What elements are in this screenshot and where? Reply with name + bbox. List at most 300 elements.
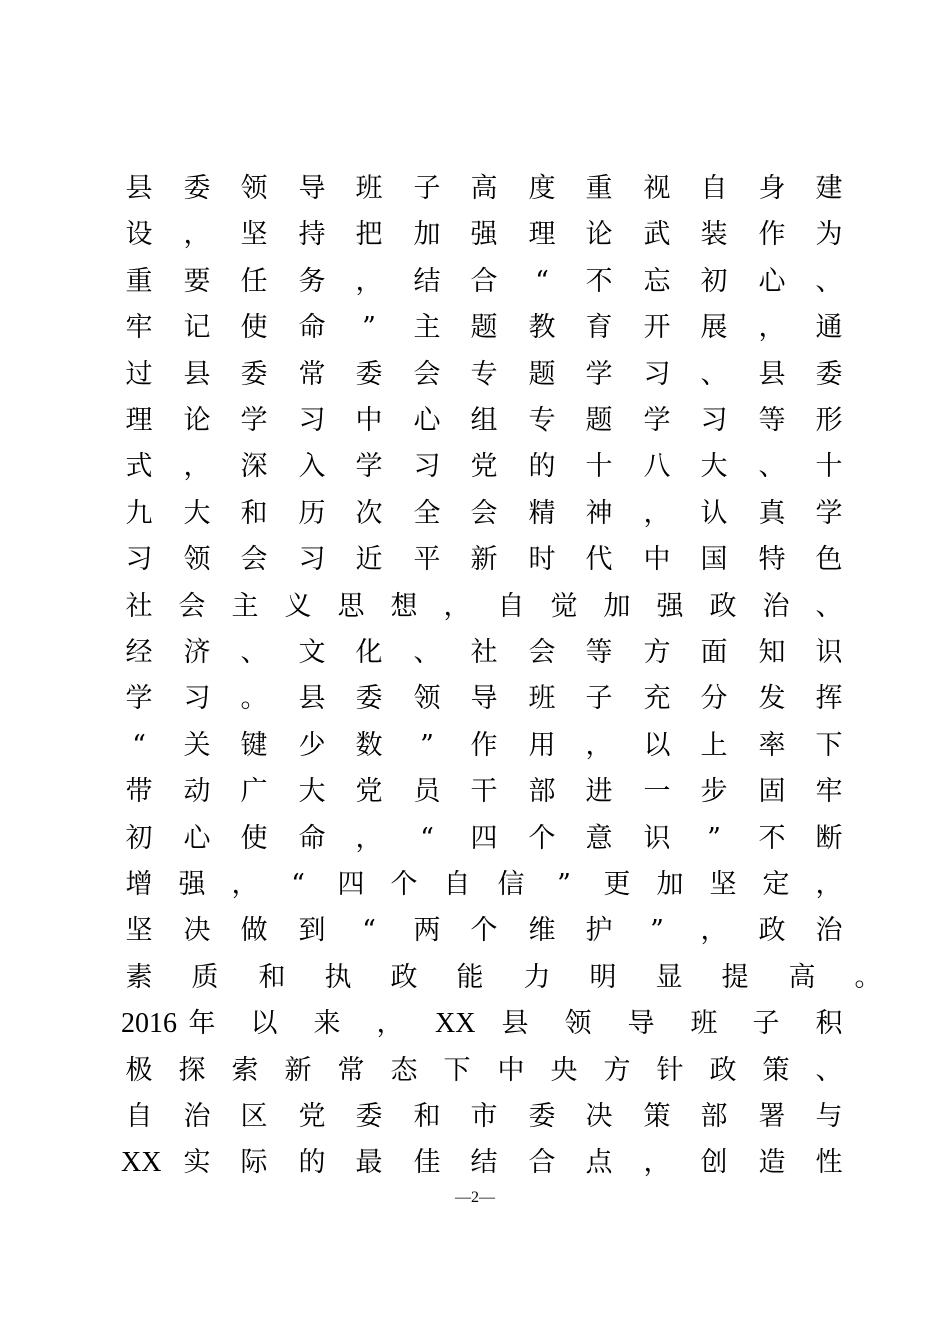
text-char: 八 [643,451,671,483]
text-char: 充 [643,683,671,715]
text-char: 最 [355,1147,383,1179]
text-char: ， [183,219,211,251]
text-char: 式 [125,451,153,483]
text-char: 下 [443,1054,471,1086]
text-char: 用 [528,729,556,761]
text-char: 习 [298,405,326,436]
text-char: 强 [178,869,206,900]
text-char: 结 [470,1147,498,1179]
text-char: 数 [355,729,383,761]
text-char: 文 [298,637,326,668]
text-char: 知 [758,637,786,668]
text-char: 要 [183,265,211,297]
text-char: 命 [298,312,326,344]
text-char: 明 [589,961,617,993]
text-char: 、 [413,637,441,668]
text-char: 上 [700,729,728,761]
text-char: 素 [125,961,153,993]
text-char: 和 [240,497,268,529]
text-line [0,537,950,583]
text-char: 方 [643,637,671,668]
text-char: 育 [585,312,613,344]
text-char: 识 [815,637,843,668]
text-char: 色 [815,544,843,576]
text-char: 定 [762,869,790,900]
text-char: ， [231,869,259,900]
text-char: 把 [355,219,383,251]
text-char: 理 [528,219,556,251]
text-char: 的 [298,1147,326,1179]
text-char: 两 [413,915,441,947]
text-char: 委 [815,358,843,390]
text-char: 县 [183,358,211,390]
text-char: 坚 [709,869,737,900]
text-char: 学 [643,405,671,436]
text-char: 挥 [815,683,843,715]
text-line [0,676,950,722]
text-char: 下 [815,729,843,761]
text-char: 认 [700,497,728,529]
text-char: 作 [758,219,786,251]
text-char: 执 [324,961,352,993]
text-char: 关 [183,729,211,761]
text-char: 固 [758,776,786,808]
text-char: 步 [700,776,728,808]
text-char: 和 [413,1101,441,1132]
text-char: 九 [125,497,153,529]
text-char: 历 [298,497,326,529]
text-char: 、 [815,590,843,622]
text-char: 心 [758,265,786,297]
text-char: 治 [815,915,843,947]
text-char: 习 [298,544,326,576]
text-char: 导 [298,173,326,204]
text-char: ” [650,915,664,947]
text-char: 心 [413,405,441,436]
text-char: 显 [655,961,683,993]
text-char: 带 [125,776,153,808]
text-char: 持 [298,219,326,251]
text-char: 学 [355,451,383,483]
text-char: 政 [709,590,737,622]
text-char: 论 [183,405,211,436]
text-char: 面 [700,637,728,668]
text-line [0,1001,950,1047]
text-char: 学 [585,358,613,390]
text-char: 思 [337,590,365,622]
text-char: 题 [528,358,556,390]
text-char: 部 [528,776,556,808]
text-char: “ [291,869,305,900]
text-char: 中 [643,544,671,576]
page-number: —2— [455,1189,495,1206]
text-char: 社 [470,637,498,668]
text-char: 佳 [413,1147,441,1179]
text-line [0,166,950,212]
text-char: 使 [240,822,268,854]
text-char: ， [183,451,211,483]
text-char: 想 [390,590,418,622]
text-char: 率 [758,729,786,761]
text-char: 高 [470,173,498,204]
text-char: 决 [585,1101,613,1132]
text-char: 委 [355,358,383,390]
text-char: 理 [125,405,153,436]
text-char: 提 [721,961,749,993]
text-char: 大 [298,776,326,808]
text-char: 维 [528,915,556,947]
text-char: 题 [470,312,498,344]
text-char: 时 [528,544,556,576]
text-char: 。 [240,683,268,715]
text-char: 主 [413,312,441,344]
text-char: 初 [700,265,728,297]
text-char: 护 [585,915,613,947]
text-char: 能 [456,961,484,993]
text-char: 常 [337,1054,365,1086]
text-char: 键 [240,729,268,761]
text-char: 展 [700,312,728,344]
text-char: ， [700,915,728,947]
text-char: 通 [815,312,843,344]
text-char: 更 [603,869,631,900]
text-char: ， [355,265,383,297]
text-char: 代 [585,544,613,576]
text-char: 探 [178,1054,206,1086]
text-char: 政 [709,1054,737,1086]
text-char: ” [420,729,434,761]
text-char: 四 [470,822,498,854]
text-char: 的 [528,451,556,483]
text-char: 记 [183,312,211,344]
text-char: 动 [183,776,211,808]
text-char: 论 [585,219,613,251]
text-char: 署 [758,1101,786,1132]
text-line [0,1140,950,1186]
text-char: 态 [390,1054,418,1086]
text-char: 入 [298,451,326,483]
text-char: 、 [758,451,786,483]
text-char: 领 [413,683,441,715]
text-char: ， [443,590,471,622]
text-line [0,444,950,490]
text-line [0,769,950,815]
text-char: 。 [854,961,882,993]
text-char: ， [643,1147,671,1179]
text-char: 以 [643,729,671,761]
text-char: 创 [700,1147,728,1179]
text-char: 初 [125,822,153,854]
text-line [0,352,950,398]
text-char: 导 [627,1008,655,1040]
text-char: 习 [700,405,728,436]
text-char: 大 [183,497,211,529]
text-char: 十 [815,451,843,483]
text-char: 平 [413,544,441,576]
text-char: 心 [183,822,211,854]
text-char: 进 [585,776,613,808]
text-char: 重 [585,173,613,204]
text-char: 身 [758,173,786,204]
text-char: ” [362,312,376,344]
text-char: 强 [656,590,684,622]
text-char: ” [707,822,721,854]
text-char: 全 [413,497,441,529]
text-char: 、 [815,265,843,297]
text-char: 神 [585,497,613,529]
text-char: 领 [183,544,211,576]
text-char: 作 [470,729,498,761]
text-char: 治 [183,1101,211,1132]
text-char: 班 [528,683,556,715]
text-char: ， [815,869,843,900]
text-char: 领 [564,1008,592,1040]
text-char: 常 [298,358,326,390]
text-char: 央 [550,1054,578,1086]
text-char: 习 [125,544,153,576]
text-char: “ [362,915,376,947]
text-char: 做 [240,915,268,947]
text-char: 断 [815,822,843,854]
text-char: 到 [298,915,326,947]
text-char: 子 [752,1008,780,1040]
text-char: 力 [523,961,551,993]
text-char: 习 [413,451,441,483]
text-line [0,955,950,1001]
text-char: 重 [125,265,153,297]
text-char: 中 [497,1054,525,1086]
text-char: 真 [758,497,786,529]
text-char: 学 [240,405,268,436]
text-char: 市 [470,1101,498,1132]
text-char: 广 [240,776,268,808]
text-char: 牢 [125,312,153,344]
text-char: 班 [355,173,383,204]
text-char: 、 [700,358,728,390]
text-char: 主 [231,590,259,622]
text-char: 积 [815,1008,843,1040]
text-char: 建 [815,173,843,204]
text-char: 义 [284,590,312,622]
text-char: 装 [700,219,728,251]
text-char: ， [376,1008,404,1040]
text-char: 专 [528,405,556,436]
text-char: 坚 [240,219,268,251]
text-char: 决 [183,915,211,947]
text-char: “ [132,729,146,761]
text-char: 领 [240,173,268,204]
text-char: 年 [188,1008,216,1040]
text-line [0,630,950,676]
text-char: 政 [758,915,786,947]
text-char: 设 [125,219,153,251]
text-char: 新 [470,544,498,576]
text-char: “ [535,265,549,297]
text-char: 十 [585,451,613,483]
text-char: 识 [643,822,671,854]
text-char: 组 [470,405,498,436]
text-char: 等 [585,637,613,668]
text-char: 坚 [125,915,153,947]
text-char: 际 [240,1147,268,1179]
text-char: 增 [125,869,153,900]
text-char: 化 [355,637,383,668]
text-char: 不 [585,265,613,297]
text-char: 针 [656,1054,684,1086]
text-char: 性 [815,1147,843,1179]
text-char: 等 [758,405,786,436]
text-char: 员 [413,776,441,808]
text-char: 会 [528,637,556,668]
text-char: 县 [758,358,786,390]
text-char: 委 [183,173,211,204]
text-char: 题 [585,405,613,436]
text-char: 加 [656,869,684,900]
text-char: 结 [413,265,441,297]
text-char: 合 [470,265,498,297]
text-char: 党 [355,776,383,808]
text-char: 命 [298,822,326,854]
text-char: 一 [643,776,671,808]
text-char: 加 [603,590,631,622]
text-line [0,1094,950,1140]
text-char: 度 [528,173,556,204]
text-char: 发 [758,683,786,715]
text-char: 精 [528,497,556,529]
text-char: 武 [643,219,671,251]
text-char: 极 [125,1054,153,1086]
text-char: 县 [125,173,153,204]
text-char: 会 [178,590,206,622]
text-char: 高 [788,961,816,993]
text-char: 大 [700,451,728,483]
text-char: 子 [413,173,441,204]
text-char: 加 [413,219,441,251]
text-char: 会 [413,358,441,390]
text-char: 实 [183,1147,211,1179]
text-char: 干 [470,776,498,808]
text-char: XX [435,1008,476,1040]
text-line [0,1048,950,1094]
text-char: 使 [240,312,268,344]
text-char: “ [420,822,434,854]
text-char: 委 [528,1101,556,1132]
text-char: 政 [390,961,418,993]
text-char: 意 [585,822,613,854]
text-line [0,862,950,908]
text-char: 索 [231,1054,259,1086]
text-char: 会 [240,544,268,576]
text-char: 策 [643,1101,671,1132]
text-char: ， [643,497,671,529]
text-char: 、 [240,637,268,668]
text-char: 牢 [815,776,843,808]
text-char: 委 [355,1101,383,1132]
text-char: 信 [497,869,525,900]
text-char: 县 [298,683,326,715]
text-line [0,305,950,351]
text-char: 任 [240,265,268,297]
text-char: 县 [501,1008,529,1040]
text-char: 忘 [643,265,671,297]
text-char: 质 [191,961,219,993]
text-line [0,491,950,537]
text-line [0,723,950,769]
text-char: 教 [528,312,556,344]
text-char: 习 [183,683,211,715]
text-char: 为 [815,219,843,251]
text-char: 觉 [550,590,578,622]
text-char: 自 [443,869,471,900]
text-char: 近 [355,544,383,576]
text-char: 与 [815,1101,843,1132]
text-char: 自 [497,590,525,622]
text-char: 区 [240,1101,268,1132]
text-char: 专 [470,358,498,390]
text-char: 强 [470,219,498,251]
text-char: ， [585,729,613,761]
text-line [0,398,950,444]
text-char: 委 [355,683,383,715]
text-char: 社 [125,590,153,622]
text-char: 策 [762,1054,790,1086]
text-char: 特 [758,544,786,576]
text-char: 务 [298,265,326,297]
text-char: 委 [240,358,268,390]
text-char: 党 [470,451,498,483]
text-char: 会 [470,497,498,529]
text-char: 方 [603,1054,631,1086]
text-char: 自 [125,1101,153,1132]
text-char: 班 [690,1008,718,1040]
text-line [0,259,950,305]
text-char: 不 [758,822,786,854]
text-char: 次 [355,497,383,529]
text-char: 形 [815,405,843,436]
text-line [0,212,950,258]
text-char: 分 [700,683,728,715]
text-char: 党 [298,1101,326,1132]
text-char: ， [355,822,383,854]
text-char: 自 [700,173,728,204]
text-char: 国 [700,544,728,576]
text-char: 学 [125,683,153,715]
text-char: 经 [125,637,153,668]
text-char: 来 [313,1008,341,1040]
text-char: 开 [643,312,671,344]
text-line [0,908,950,954]
text-char: 造 [758,1147,786,1179]
text-char: 视 [643,173,671,204]
text-char: 、 [815,1054,843,1086]
text-char: 和 [258,961,286,993]
text-char: 中 [355,405,383,436]
text-char: 治 [762,590,790,622]
text-char: 个 [528,822,556,854]
text-char: 点 [585,1147,613,1179]
text-char: 2016 [121,1008,177,1040]
text-char: 合 [528,1147,556,1179]
text-line [0,584,950,630]
text-char: 少 [298,729,326,761]
text-char: ” [557,869,571,900]
text-char: 四 [337,869,365,900]
text-char: 个 [470,915,498,947]
text-char: 导 [470,683,498,715]
text-char: 部 [700,1101,728,1132]
text-char: 以 [250,1008,278,1040]
text-char: 深 [240,451,268,483]
